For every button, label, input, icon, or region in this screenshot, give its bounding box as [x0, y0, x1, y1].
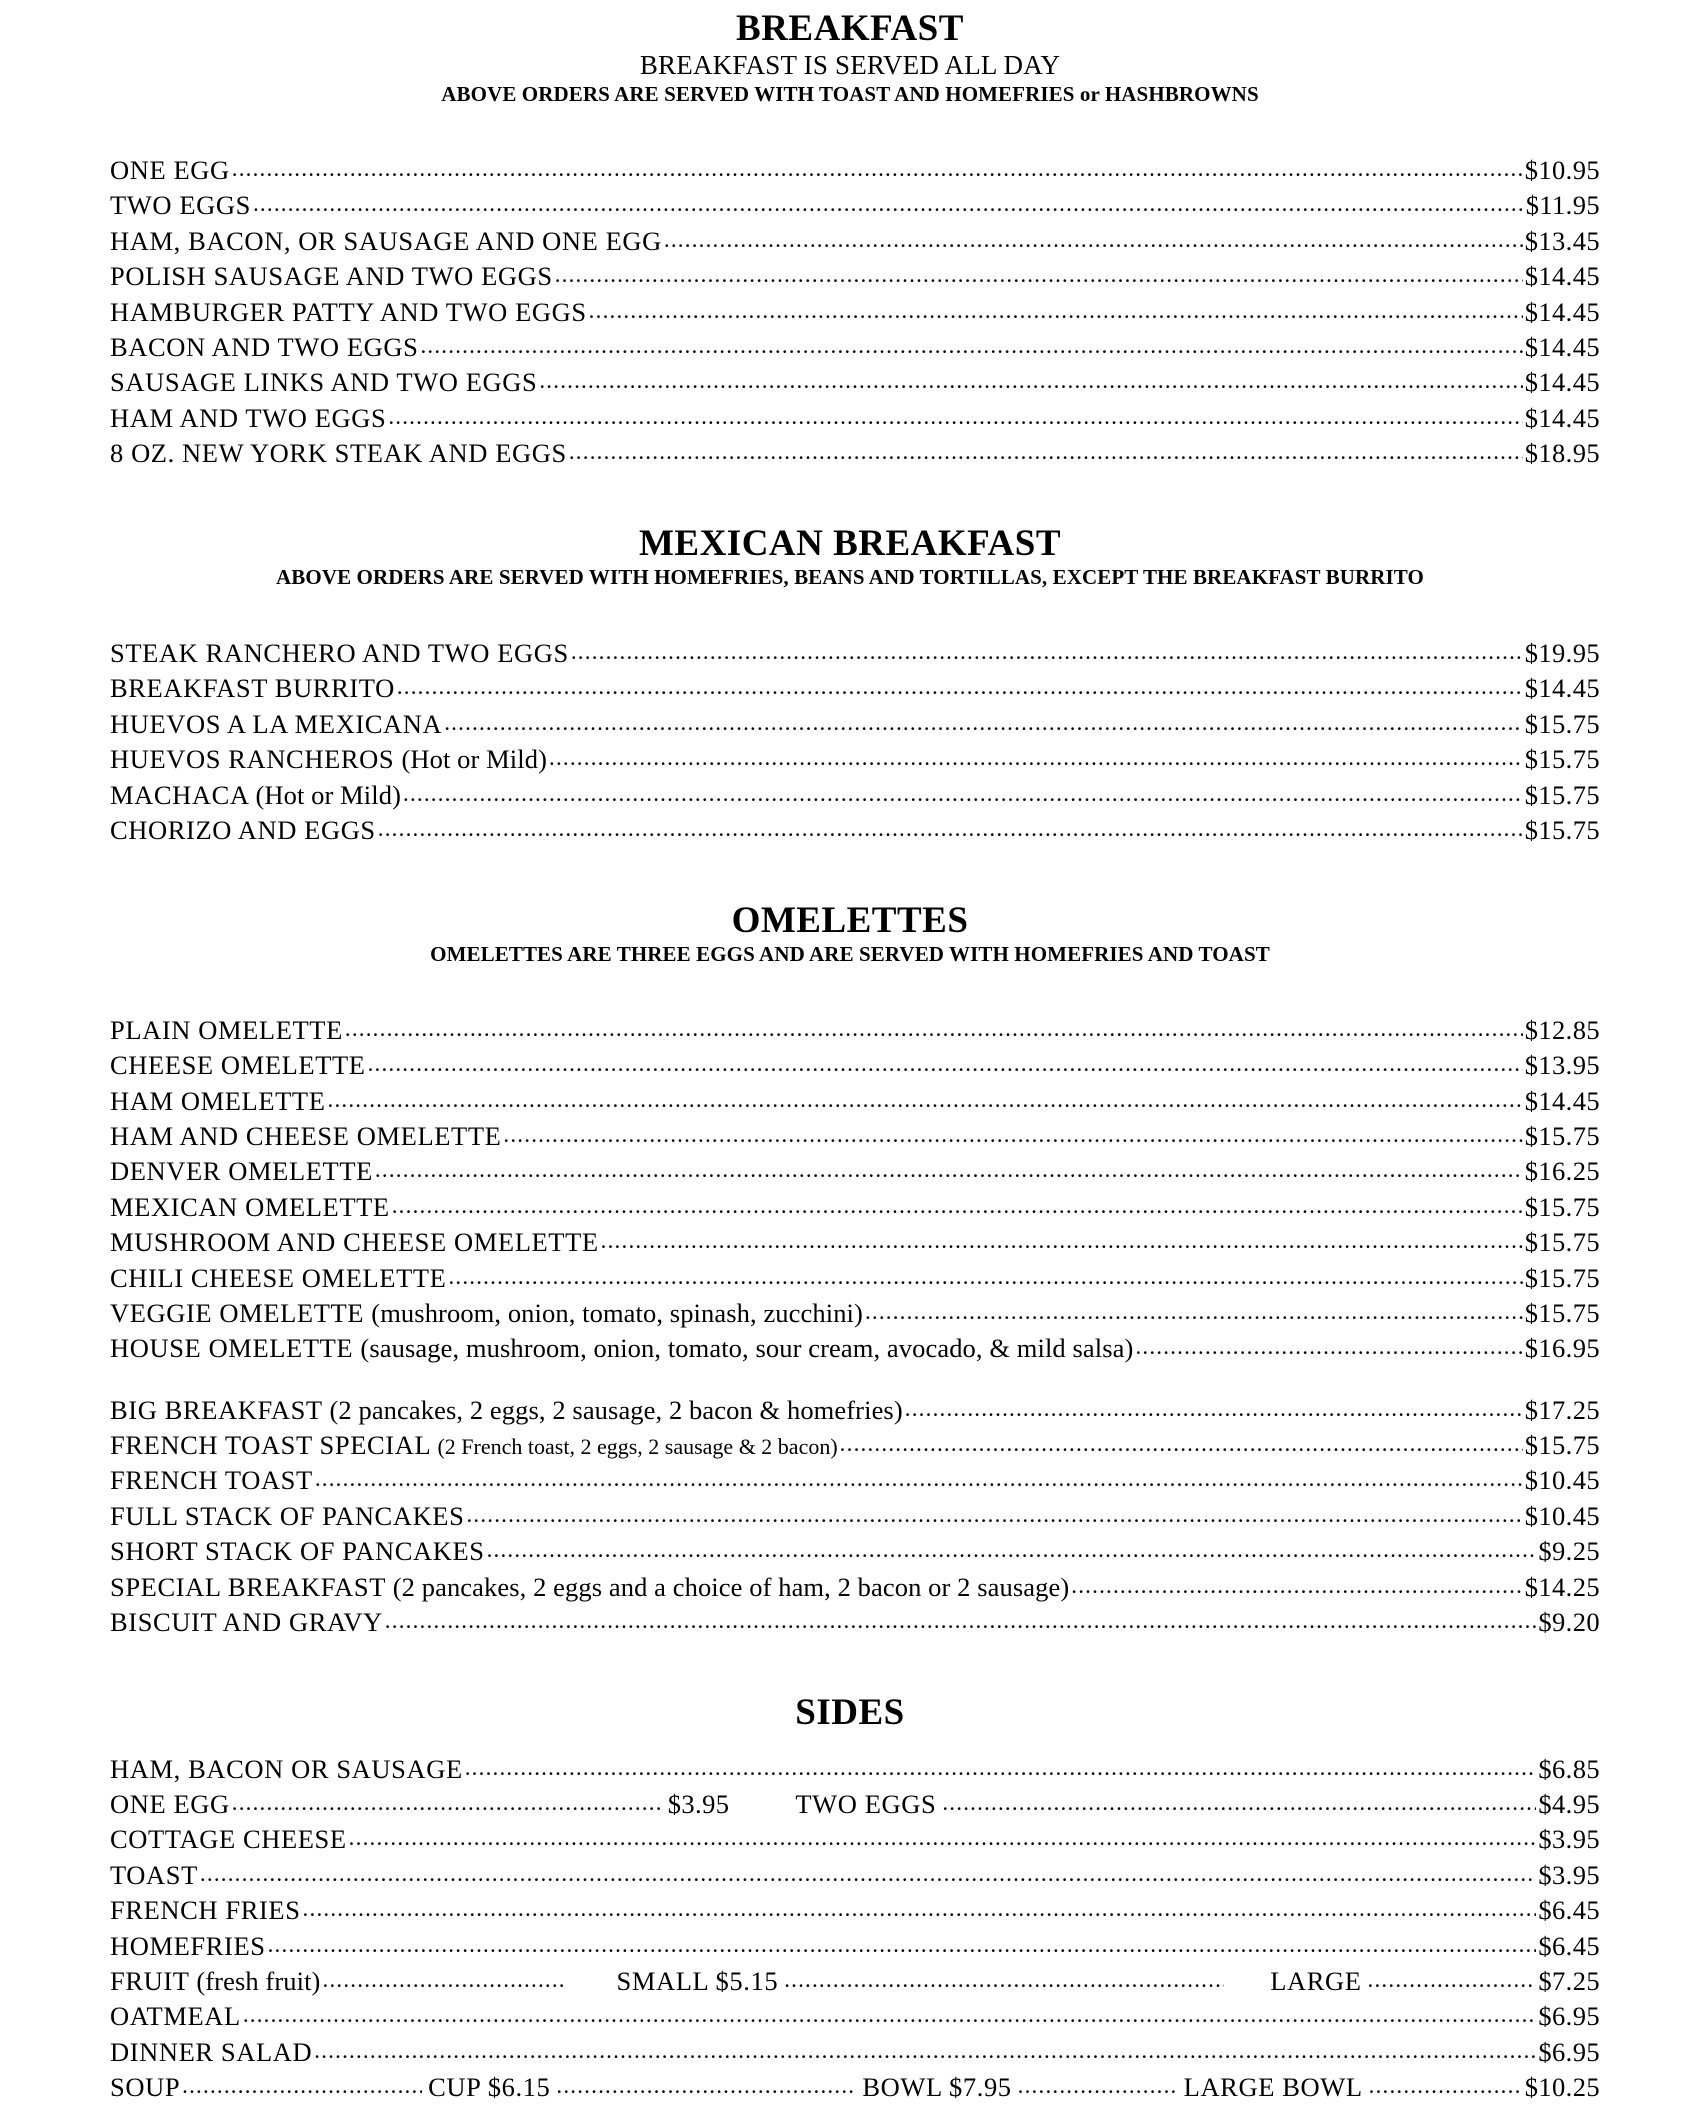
menu-item: [110, 1570, 1600, 1605]
leader-dots: [268, 1930, 1537, 1961]
section-note-breakfast: ABOVE ORDERS ARE SERVED WITH TOAST AND HOMEFRIES or HASHBROWNS: [441, 81, 1259, 106]
leader-dots: [388, 402, 1522, 433]
item-price: $9.20: [1538, 1606, 1600, 1637]
menu-item: [110, 1787, 1600, 1822]
item-price: $10.45: [1524, 1500, 1600, 1531]
menu-item: [110, 1393, 1600, 1428]
item-name: [110, 1428, 838, 1463]
menu-item: [110, 742, 1600, 777]
item-name: [110, 742, 547, 777]
menu-item: [110, 671, 1600, 706]
menu-list-sides: [0, 1752, 1700, 2105]
leader-dots: [784, 1965, 1224, 1996]
item-price: $18.95: [1524, 438, 1600, 469]
menu-item: [110, 2035, 1600, 2070]
item-price: $11.95: [1525, 190, 1600, 221]
leader-dots: [840, 1429, 1523, 1460]
section-note-omelettes: OMELETTES ARE THREE EGGS AND ARE SERVED WITH HOMEFRIES AND TOAST: [430, 941, 1270, 966]
item-name: ONE EGG: [110, 155, 230, 186]
item-price: $15.75: [1524, 779, 1600, 810]
menu-item: [110, 1999, 1600, 2034]
item-name: SHORT STACK OF PANCAKES: [110, 1536, 485, 1567]
item-name-detail: (2 pancakes, 2 eggs and a choice of ham, 2 bacon or 2 sausage): [392, 1571, 1070, 1602]
menu-item: [110, 1261, 1600, 1296]
menu-item: [110, 1225, 1600, 1260]
leader-dots: [556, 2071, 856, 2102]
item-name: HOMEFRIES: [110, 1930, 266, 1961]
leader-dots: [392, 1191, 1523, 1222]
item-name: BREAKFAST BURRITO: [110, 673, 395, 704]
leader-dots: [314, 2036, 1536, 2067]
item-name: FRENCH TOAST: [110, 1465, 313, 1496]
menu-item: [110, 188, 1600, 223]
item-price: $14.45: [1524, 673, 1600, 704]
item-size-large: LARGE: [1270, 1965, 1362, 1996]
item-price: $14.45: [1524, 1085, 1600, 1116]
item-name: HAM AND CHEESE OMELETTE: [110, 1121, 502, 1152]
item-name-secondary: TWO EGGS: [795, 1789, 937, 1820]
menu-item: [110, 1331, 1600, 1366]
item-name-detail: (Hot or Mild): [255, 779, 401, 810]
leader-dots: [465, 1753, 1537, 1784]
leader-dots: [1018, 2071, 1178, 2102]
menu-item: [110, 1499, 1600, 1534]
leader-dots: [1135, 1332, 1522, 1363]
section-title-sides: SIDES: [795, 1692, 905, 1734]
section-mexican-breakfast: [0, 523, 1700, 848]
leader-dots: [315, 1464, 1523, 1495]
leader-dots: [403, 779, 1523, 810]
item-name: STEAK RANCHERO AND TWO EGGS: [110, 638, 569, 669]
menu-item: [110, 1048, 1600, 1083]
section-title-omelettes: OMELETTES: [731, 900, 969, 942]
menu-item: [110, 330, 1600, 365]
item-name-main: VEGGIE OMELETTE: [110, 1297, 372, 1328]
leader-dots: [323, 1965, 563, 1996]
section-title-breakfast: BREAKFAST: [736, 8, 964, 49]
item-price-secondary: $3.95: [667, 1789, 730, 1820]
item-name: MUSHROOM AND CHEESE OMELETTE: [110, 1227, 599, 1258]
menu-item: [110, 813, 1600, 848]
item-price: $13.95: [1524, 1050, 1600, 1081]
menu-item: [110, 295, 1600, 330]
leader-dots: [368, 1049, 1523, 1080]
item-price: $15.75: [1524, 1121, 1600, 1152]
item-name: [110, 1964, 321, 1999]
section-title-mexican-breakfast: MEXICAN BREAKFAST: [638, 523, 1062, 565]
menu-item: [110, 1534, 1600, 1569]
item-price: $14.25: [1524, 1571, 1600, 1602]
leader-dots: [182, 2071, 422, 2102]
leader-dots: [385, 1606, 1537, 1637]
item-price: $15.75: [1524, 1227, 1600, 1258]
item-name: BISCUIT AND GRAVY: [110, 1606, 383, 1637]
item-name: TWO EGGS: [110, 190, 251, 221]
item-name-detail: (sausage, mushroom, onion, tomato, sour cream, avocado, & mild salsa): [360, 1333, 1134, 1364]
item-price: $16.25: [1524, 1156, 1600, 1187]
item-price: $10.95: [1524, 155, 1600, 186]
item-name-detail: (2 French toast, 2 eggs, 2 sausage & 2 bacon): [437, 1434, 838, 1460]
item-size-small: SMALL $5.15: [616, 1965, 779, 1996]
leader-dots: [1368, 1965, 1537, 1996]
leader-dots: [503, 1120, 1522, 1151]
item-name-main: HUEVOS RANCHEROS: [110, 744, 402, 775]
menu-item: [110, 1013, 1600, 1048]
item-price: $15.75: [1524, 1297, 1600, 1328]
menu-item: [110, 224, 1600, 259]
item-price: $17.25: [1524, 1394, 1600, 1425]
leader-dots: [253, 189, 1524, 220]
leader-dots: [942, 1788, 1536, 1819]
item-name-detail: (Hot or Mild): [401, 744, 547, 775]
leader-dots: [865, 1297, 1523, 1328]
item-name: HAMBURGER PATTY AND TWO EGGS: [110, 296, 587, 327]
leader-dots: [487, 1535, 1537, 1566]
menu-list-breakfast-specials: [0, 1393, 1700, 1641]
item-name: FULL STACK OF PANCAKES: [110, 1500, 465, 1531]
leader-dots: [448, 1262, 1522, 1293]
item-name: FRENCH FRIES: [110, 1895, 301, 1926]
item-name: [110, 1393, 903, 1428]
item-name: SOUP: [110, 2072, 181, 2103]
item-price: $10.45: [1524, 1465, 1600, 1496]
item-name: PLAIN OMELETTE: [110, 1014, 343, 1045]
menu-item: [110, 1190, 1600, 1225]
leader-dots: [539, 366, 1522, 397]
leader-dots: [345, 1014, 1523, 1045]
section-subtitle-breakfast: BREAKFAST IS SERVED ALL DAY: [639, 50, 1061, 81]
item-price: $15.75: [1524, 744, 1600, 775]
item-name: HAM OMELETTE: [110, 1085, 326, 1116]
menu-item: [110, 1428, 1600, 1463]
item-name: SAUSAGE LINKS AND TWO EGGS: [110, 367, 538, 398]
item-size-cup: CUP $6.15: [428, 2072, 551, 2103]
item-name-detail: (fresh fruit): [196, 1965, 321, 1996]
item-price: $13.45: [1524, 225, 1600, 256]
menu-item: [110, 2070, 1600, 2105]
item-name: TOAST: [110, 1859, 198, 1890]
item-price: $9.25: [1538, 1536, 1600, 1567]
item-name: CHILI CHEESE OMELETTE: [110, 1262, 447, 1293]
leader-dots: [328, 1085, 1523, 1116]
item-size-bowl: BOWL $7.95: [862, 2072, 1012, 2103]
item-price: $10.25: [1524, 2072, 1600, 2103]
item-name: POLISH SAUSAGE AND TWO EGGS: [110, 261, 553, 292]
item-price: $12.85: [1524, 1014, 1600, 1045]
leader-dots: [664, 225, 1523, 256]
section-sides: [0, 1692, 1700, 2105]
item-price: $15.75: [1524, 814, 1600, 845]
item-name-main: HOUSE OMELETTE: [110, 1333, 361, 1364]
leader-dots: [420, 331, 1522, 362]
item-price: $14.45: [1524, 261, 1600, 292]
leader-dots: [232, 154, 1523, 185]
item-price: $15.75: [1524, 1191, 1600, 1222]
item-name: HAM AND TWO EGGS: [110, 402, 387, 433]
item-name: HAM, BACON OR SAUSAGE: [110, 1753, 463, 1784]
leader-dots: [303, 1894, 1537, 1925]
item-name: HAM, BACON, OR SAUSAGE AND ONE EGG: [110, 225, 662, 256]
item-price: $14.45: [1524, 296, 1600, 327]
leader-dots: [200, 1859, 1536, 1890]
menu-item: [110, 778, 1600, 813]
section-omelettes: [0, 900, 1700, 1640]
menu-item: [110, 259, 1600, 294]
menu-item: [110, 1893, 1600, 1928]
item-price: $7.25: [1538, 1965, 1600, 1996]
menu-list-breakfast: [0, 153, 1700, 471]
menu-item: [110, 1154, 1600, 1189]
item-name: MEXICAN OMELETTE: [110, 1191, 390, 1222]
item-name: 8 OZ. NEW YORK STEAK AND EGGS: [110, 438, 567, 469]
item-name: COTTAGE CHEESE: [110, 1824, 347, 1855]
leader-dots: [349, 1823, 1537, 1854]
item-name: CHEESE OMELETTE: [110, 1050, 366, 1081]
item-size-large-bowl: LARGE BOWL: [1183, 2072, 1363, 2103]
item-price: $6.95: [1538, 2036, 1600, 2067]
item-name: [110, 1296, 863, 1331]
menu-item: [110, 1858, 1600, 1893]
item-name-main: FRENCH TOAST SPECIAL: [110, 1430, 438, 1461]
item-name: OATMEAL: [110, 2001, 241, 2032]
item-name: [110, 1570, 1069, 1605]
item-name-main: MACHACA: [110, 779, 256, 810]
menu-item: [110, 1084, 1600, 1119]
item-price: $15.75: [1524, 708, 1600, 739]
item-name: HUEVOS A LA MEXICANA: [110, 708, 443, 739]
leader-dots: [232, 1788, 662, 1819]
leader-dots: [555, 260, 1523, 291]
leader-dots: [378, 814, 1523, 845]
menu-list-mexican-breakfast: [0, 636, 1700, 848]
menu-item: [110, 153, 1600, 188]
menu-item: [110, 1929, 1600, 1964]
section-breakfast: [0, 8, 1700, 471]
item-name-detail: (2 pancakes, 2 eggs, 2 sausage, 2 bacon & homefries): [329, 1394, 903, 1425]
menu-item: [110, 1822, 1600, 1857]
item-name: DENVER OMELETTE: [110, 1156, 373, 1187]
item-price: $14.45: [1524, 331, 1600, 362]
menu-item: [110, 365, 1600, 400]
item-price: $3.95: [1538, 1824, 1600, 1855]
item-name-main: SPECIAL BREAKFAST: [110, 1571, 393, 1602]
item-price: $6.85: [1538, 1753, 1600, 1784]
menu-item: [110, 1752, 1600, 1787]
leader-dots: [1369, 2071, 1523, 2102]
leader-dots: [589, 296, 1523, 327]
item-name: CHORIZO AND EGGS: [110, 814, 376, 845]
item-name-main: FRUIT: [110, 1965, 197, 1996]
menu-item: [110, 1605, 1600, 1640]
item-price: $14.45: [1524, 402, 1600, 433]
item-name: BACON AND TWO EGGS: [110, 331, 419, 362]
leader-dots: [444, 708, 1522, 739]
item-name-main: BIG BREAKFAST: [110, 1394, 330, 1425]
leader-dots: [601, 1226, 1523, 1257]
item-price: $6.45: [1538, 1895, 1600, 1926]
section-note-mexican-breakfast: ABOVE ORDERS ARE SERVED WITH HOMEFRIES, BEANS AND TORTILLAS, EXCEPT THE BREAKFAST BURRITO: [276, 564, 1424, 589]
menu-item: [110, 436, 1600, 471]
leader-dots: [466, 1500, 1522, 1531]
item-price: $19.95: [1524, 638, 1600, 669]
leader-dots: [549, 743, 1523, 774]
item-price: $15.75: [1524, 1430, 1600, 1461]
menu-item: [110, 1964, 1600, 1999]
item-name: [110, 778, 401, 813]
leader-dots: [571, 637, 1523, 668]
leader-dots: [1071, 1571, 1522, 1602]
item-price: $14.45: [1524, 367, 1600, 398]
leader-dots: [397, 672, 1523, 703]
item-name: ONE EGG: [110, 1789, 230, 1820]
item-name-detail: (mushroom, onion, tomato, spinash, zucchini): [371, 1297, 863, 1328]
item-price: $15.75: [1524, 1262, 1600, 1293]
menu-item: [110, 401, 1600, 436]
leader-dots: [243, 2000, 1537, 2031]
menu-list-omelettes: [0, 1013, 1700, 1367]
item-name: DINNER SALAD: [110, 2036, 313, 2067]
menu-item: [110, 707, 1600, 742]
menu-item: [110, 1119, 1600, 1154]
menu-item: [110, 1296, 1600, 1331]
leader-dots: [569, 437, 1523, 468]
leader-dots: [375, 1155, 1523, 1186]
item-price: $3.95: [1538, 1859, 1600, 1890]
item-price: $16.95: [1524, 1333, 1600, 1364]
leader-dots: [905, 1394, 1523, 1425]
item-name: [110, 1331, 1133, 1366]
item-price: $6.45: [1538, 1930, 1600, 1961]
item-price: $4.95: [1538, 1789, 1600, 1820]
menu-item: [110, 1463, 1600, 1498]
item-price: $6.95: [1538, 2001, 1600, 2032]
menu-item: [110, 636, 1600, 671]
